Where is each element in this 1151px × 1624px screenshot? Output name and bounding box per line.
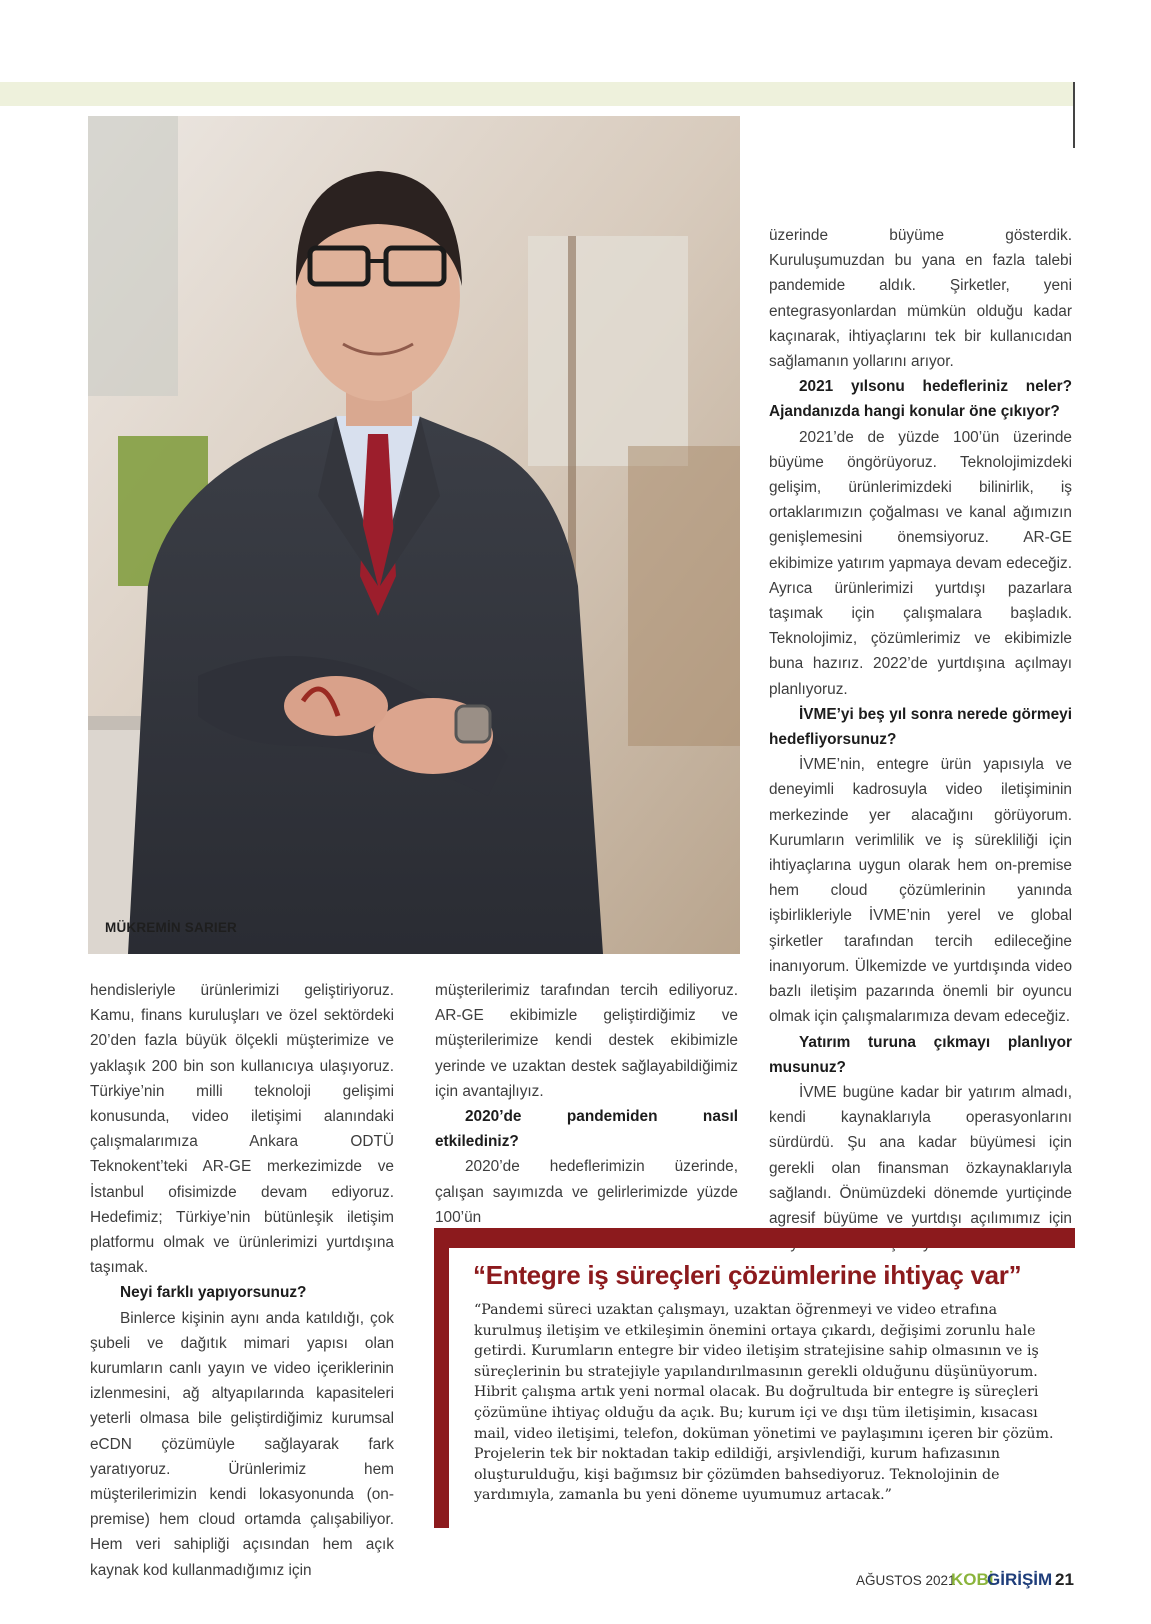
top-band-edge-line — [1073, 82, 1075, 148]
pullquote-title: “Entegre iş süreçleri çözümlerine ihtiyaç var” — [473, 1260, 1022, 1290]
body-paragraph: 2021’de de yüzde 100’ün üzerinde büyüme öngörüyoruz. Teknolojimizdeki gelişim, ürünlerimizdeki bilinirlik, iş ortaklarımızın çoğalması ve kanal ağımızın genişlemesini önemsiyoruz. AR-GE ekibimize yatırım yapmaya devam edeceğiz. Ayrıca ürünlerimizi yurtdışı pazarlara taşımak için çalışmalara başladık. Teknolojimiz, çözümlerimiz ve ekibimizle buna hazırız. 2022’de yurtdışına açılmayı planlıyoruz. — [769, 428, 1072, 698]
question-heading: İVME’yi beş yıl sonra nerede görmeyi hedefliyorsunuz? — [769, 705, 1072, 749]
question-heading: Yatırım turuna çıkmayı planlıyor musunuz? — [769, 1033, 1072, 1076]
body-paragraph: İVME bugüne kadar bir yatırım almadı, kendi kaynaklarıyla operasyonlarını sürdürdü. Şu ana kadar büyümesi için gerekli olan finansman özkaynaklarıyla sağlandı. Önümüzdeki dönemde yurtiçinde agresif büyüme ve yurtdışı açılımımız için — [769, 1083, 1072, 1227]
body-paragraph: 2020’de hedeflerimizin üzerinde, çalışan sayımızda ve gelirlerimizde yüzde 100’ün — [435, 1158, 738, 1226]
pullquote-side-bar — [434, 1228, 449, 1528]
page-number: 21 — [1055, 1570, 1074, 1589]
body-paragraph: İVME’nin, entegre ürün yapısıyla ve deneyimli kadrosuyla video iletişiminin merkezinde yer alacağını görüyorum. Kurumların verimlilik ve iş sürekliliği için ihtiyaçlarına uygun olarak hem on-premise hem cloud çözümlerinin yanında işbirlikleriyle İVME’nin yerel ve global şirketler tarafından tercih edileceğine inanıyorum. Ülkemizde ve yurtdışında video bazlı iletişim pazarında önemli bir oyuncu olmak için çalışmalarımıza devam edeceğiz. — [769, 756, 1072, 1026]
photo-caption: MÜKREMİN SARIER — [105, 920, 238, 935]
body-paragraph: üzerinde büyüme gösterdik. Kuruluşumuzdan bu yana en fazla talebi pandemide aldık. Şirketler, yeni entegrasyonlardan mümkün olduğu kadar kaçınarak, ihtiyaçlarını tek bir kullanıcıdan sağlamanın yollarını arıyor. — [769, 227, 1072, 371]
article-column-1 — [90, 978, 394, 1583]
issue-date: AĞUSTOS 2021 — [856, 1573, 956, 1588]
top-color-band — [0, 82, 1075, 106]
article-column-2 — [435, 978, 738, 1230]
page-footer — [856, 1570, 1076, 1592]
question-heading: 2020’de pandemiden nasıl etkilediniz? — [435, 1108, 738, 1151]
body-paragraph: müşterilerimiz tarafından tercih ediliyoruz. AR-GE ekibimizle geliştirdiğimiz ve müşterilerimize kendi destek ekibimizle yerinde ve uzaktan destek sağlayabildiğimiz için avantajlıyız. — [435, 982, 738, 1100]
body-paragraph: Binlerce kişinin aynı anda katıldığı, çok şubeli ve dağıtık mimari yapısı olan kurumların canlı yayın ve video içeriklerinin izlenmesini, ağ altyapılarında kapasiteleri yeterli olmasa bile geliştirdiğimiz kurumsal eCDN çözümüyle sağlayarak fark yaratıyoruz. Ürünlerimiz hem müşterilerimizin kendi lokasyonunda (on-premise) hem cloud ortamda çalışabiliyor. Hem veri sahipliği açısından hem açık kaynak kod kullanmadığımız için — [90, 1309, 394, 1579]
article-column-3 — [769, 223, 1072, 1256]
magazine-brand-kobi: KOBİ — [951, 1570, 994, 1589]
body-paragraph: hendisleriyle ürünlerimizi geliştiriyoruz. Kamu, finans kuruluşları ve özel sektördeki 20’den fazla büyük ölçekli müşterimize ve yaklaşık 200 bin son kullanıcıya ulaşıyoruz. Türkiye’nin milli teknoloji gelişimi konusunda, video iletişimi alanındaki çalışmalarımıza Ankara ODTÜ Teknokent’teki AR-GE merkezimizde ve İstanbul ofisimizde devam ediyoruz. Hedefimiz; Türkiye’nin bütünleşik iletişim platformu olmak ve ürünlerimizi yurtdışına taşımak. — [90, 982, 394, 1277]
pullquote-text: “Pandemi süreci uzaktan çalışmayı, uzaktan öğrenmeyi ve video etrafına kurulmuş iletişim ve etkileşimin önemini ortaya çıkardı, değişimi zorunlu hale getirdi. Kurumların entegre bir video iletişim stratejisine sahip olmasının ve iş süreçlerinin bu stratejiyle yapılandırılmasının gerekli olduğunu düşünüyorum. Hibrit çalışma artık yeni normal olacak. Bu doğrultuda bir entegre iş süreçleri çözümüne ihtiyaç olduğu da açık. Bu; kurum içi ve dışı tüm iletişimin, kısacası mail, video iletişimi, telefon, doküman yönetimi ve paylaşımını içeren bir çözüm. Projelerin tek bir noktadan takip edildiği, arşivlendiği, kurum hafızasının oluşturulduğu, kişi bağımsız bir çözümden bahsediyoruz. Teknolojinin de yardımıyla, zamanla bu yeni döneme uyumumuz artacak.” — [474, 1302, 1054, 1504]
portrait-illustration — [88, 116, 740, 954]
magazine-brand-girisim: GİRİŞİM — [987, 1570, 1053, 1589]
question-heading: 2021 yılsonu hedefleriniz neler? Ajandanızda hangi konular öne çıkıyor? — [769, 378, 1072, 421]
question-heading: Neyi farklı yapıyorsunuz? — [120, 1284, 307, 1302]
portrait-photo — [88, 116, 740, 954]
pullquote-top-bar — [434, 1228, 1075, 1248]
pullquote-box — [434, 1228, 1075, 1528]
